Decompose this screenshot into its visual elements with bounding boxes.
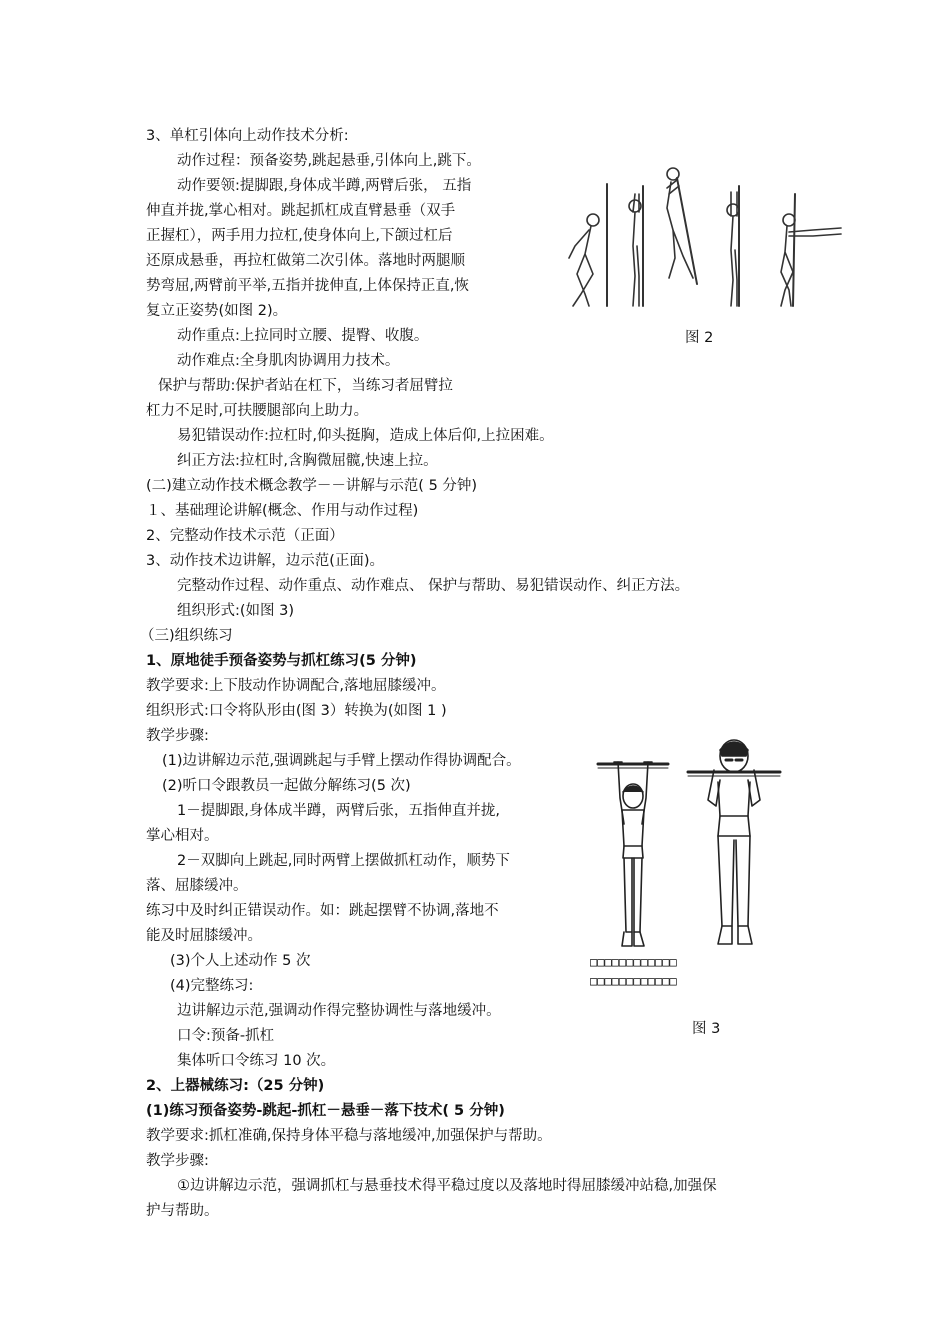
paragraph-line: 3、动作技术边讲解，边示范(正面)。 [146,553,385,569]
paragraph-line: 复立正姿势(如图 2)。 [146,303,288,319]
paragraph-line: 教学步骤: [146,728,209,744]
paragraph-line: 落、屈膝缓冲。 [146,878,248,894]
paragraph-line: 组织形式:(如图 3) [177,603,295,619]
paragraph-line: 练习中及时纠正错误动作。如：跳起摆臂不协调,落地不 [146,903,499,919]
paragraph-line: 2、完整动作技术示范（正面） [146,528,344,544]
paragraph-line: (4)完整练习: [170,978,254,994]
paragraph-line: 动作要领:提脚跟,身体成半蹲,两臂后张， 五指 [177,178,472,194]
paragraph-line: 1－提脚跟,身体成半蹲，两臂后张，五指伸直并拢, [177,803,500,819]
paragraph-line: 动作难点:全身肌肉协调用力技术。 [177,353,400,369]
figure-3-caption: 图 3 [692,1021,721,1037]
paragraph-line: 动作重点:上拉同时立腰、提臀、收腹。 [177,328,429,344]
paragraph-line: 2－双脚向上跳起,同时两臂上摆做抓杠动作，顺势下 [177,853,510,869]
formation-row-1: □□□□□□□□□□□□ [590,955,677,969]
paragraph-line: 杠力不足时,可扶腰腿部向上助力。 [146,403,369,419]
paragraph-line: 组织形式:口令将队形由(图 3）转换为(如图 1 ) [146,703,447,719]
paragraph-line: 易犯错误动作:拉杠时,仰头挺胸，造成上体后仰,上拉困难。 [177,428,554,444]
paragraph-line: 集体听口令练习 10 次。 [177,1053,336,1069]
paragraph-line: (1)边讲解边示范,强调跳起与手臂上摆动作得协调配合。 [162,753,521,769]
paragraph-line: 能及时屈膝缓冲。 [146,928,262,944]
paragraph-line: 教学要求:抓杠准确,保持身体平稳与落地缓冲,加强保护与帮助。 [146,1128,552,1144]
paragraph-line: 完整动作过程、动作重点、动作难点、 保护与帮助、易犯错误动作、纠正方法。 [177,578,690,594]
figure-2-caption: 图 2 [685,330,714,346]
paragraph-line: 护与帮助。 [146,1203,219,1219]
section-heading: （三)组织练习 [140,628,233,644]
paragraph-line: 正握杠），两手用力拉杠,使身体向上,下颌过杠后 [146,228,453,244]
paragraph-line: 保护与帮助:保护者站在杠下，当练习者屈臂拉 [158,378,453,394]
paragraph-line: (2)听口令跟教员一起做分解练习(5 次) [162,778,411,794]
paragraph-line: (3)个人上述动作 5 次 [170,953,311,969]
paragraph-line: 掌心相对。 [146,828,219,844]
paragraph-line: ①边讲解边示范，强调抓杠与悬垂技术得平稳过度以及落地时得屈膝缓冲站稳,加强保 [177,1178,717,1194]
paragraph-line: 势弯屈,两臂前平举,五指并拢伸直,上体保持正直,恢 [146,278,469,294]
subsection-heading: 2、上器械练习:（25 分钟) [146,1078,325,1094]
subsection-heading: (1)练习预备姿势-跳起-抓杠－悬垂－落下技术( 5 分钟) [146,1103,505,1119]
paragraph-line: 边讲解边示范,强调动作得完整协调性与落地缓冲。 [177,1003,501,1019]
paragraph-line: １、基础理论讲解(概念、作用与动作过程) [146,503,419,519]
paragraph-line: 伸直并拢,掌心相对。跳起抓杠成直臂悬垂（双手 [146,203,456,219]
paragraph-line: 口令:预备-抓杠 [177,1028,275,1044]
paragraph-line: 动作过程：预备姿势,跳起悬垂,引体向上,跳下。 [177,153,481,169]
paragraph-line: 教学要求:上下肢动作协调配合,落地屈膝缓冲。 [146,678,446,694]
figure-3-hanging-illustration [596,736,782,954]
section-heading: (二)建立动作技术概念教学－－讲解与示范( 5 分钟) [146,478,478,494]
paragraph-line: 教学步骤: [146,1153,209,1169]
paragraph-line: 纠正方法:拉杠时,含胸微屈髋,快速上拉。 [177,453,438,469]
heading-pullup-analysis: 3、单杠引体向上动作技术分析: [146,128,349,144]
paragraph-line: 还原成悬垂，再拉杠做第二次引体。落地时两腿顺 [146,253,465,269]
figure-2-pullup-sequence [555,166,847,318]
formation-row-2: □□□□□□□□□□□□ [590,974,677,988]
subsection-heading: 1、原地徒手预备姿势与抓杠练习(5 分钟) [146,653,417,669]
